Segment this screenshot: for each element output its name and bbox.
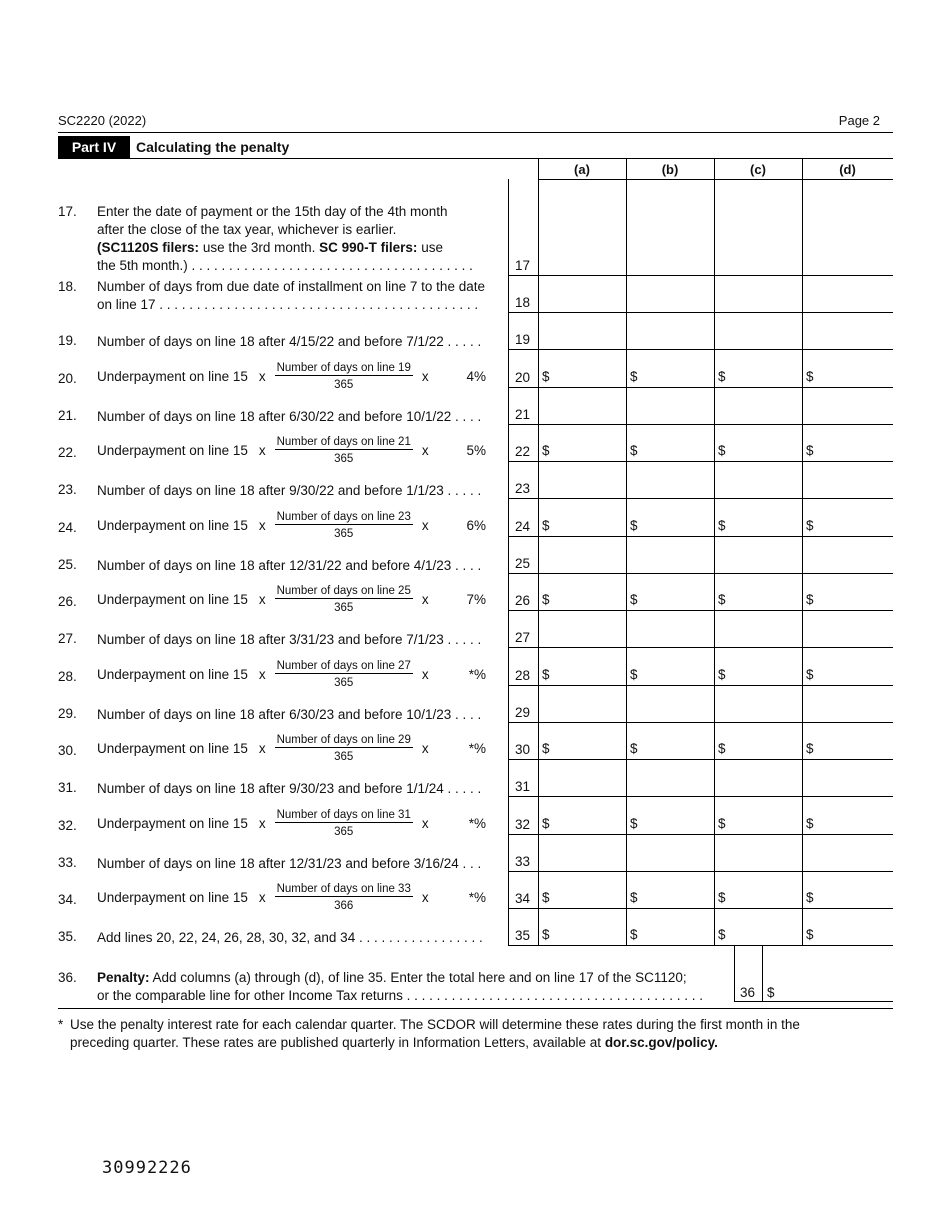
line-34-number: 34. [58, 892, 77, 907]
fraction-numerator: Number of days on line 31 [276, 809, 411, 821]
dollar-sign: $ [718, 369, 726, 384]
multiply-sign: x [258, 368, 266, 384]
linebox-left-rule [508, 179, 509, 946]
fraction-denominator: 365 [334, 677, 354, 689]
fraction-denominator: 365 [334, 453, 354, 465]
dollar-sign: $ [806, 518, 814, 533]
line-28-col-c-field[interactable] [716, 665, 800, 684]
line-21-number: 21. [58, 408, 77, 423]
formula-fraction [275, 584, 413, 615]
line-28-box-number: 28 [515, 668, 531, 683]
line-30-box-number: 30 [515, 742, 531, 757]
l31-bottom-rule [508, 796, 893, 797]
line-19-number: 19. [58, 333, 77, 348]
fraction-denominator: 366 [334, 900, 354, 912]
line-34-col-c-field[interactable] [716, 888, 800, 907]
line-31-number: 31. [58, 780, 77, 795]
line-30-col-d-field[interactable] [804, 739, 891, 758]
line-18-number: 18. [58, 279, 77, 294]
line-21-col-b-field[interactable] [628, 404, 712, 423]
line-34-col-d-field[interactable] [804, 888, 891, 907]
line-28-number: 28. [58, 669, 77, 684]
footnote-text2 [70, 1034, 893, 1052]
form-id: SC2220 (2022) [58, 113, 147, 128]
line-33-box-number: 33 [515, 854, 531, 869]
multiply-sign: x [258, 889, 266, 905]
fraction-denominator: 365 [334, 751, 354, 763]
line-27-col-d-field[interactable] [804, 627, 891, 646]
line-26-formula [97, 584, 497, 615]
line-30-col-a-field[interactable] [540, 739, 624, 758]
dollar-sign: $ [718, 741, 726, 756]
column-rule-2 [714, 159, 715, 946]
line-34-col-a-field[interactable] [540, 888, 624, 907]
dollar-sign: $ [806, 741, 814, 756]
line-28-formula [97, 659, 497, 690]
line-27-description: Number of days on line 18 after 3/31/23 and before 7/1/23 . . . . . [97, 632, 482, 647]
line-36-dollar: $ [767, 985, 775, 1000]
line-19-col-d-field[interactable] [804, 329, 891, 348]
line-28-col-a-field[interactable] [540, 665, 624, 684]
line-33-description: Number of days on line 18 after 12/31/23 and before 3/16/24 . . . [97, 856, 482, 871]
formula-fraction [275, 435, 413, 466]
column-header-rule [538, 179, 893, 180]
line-27-col-b-field[interactable] [628, 627, 712, 646]
formula-fraction [275, 510, 413, 541]
line-36-box-mid-rule [762, 946, 763, 1002]
line-29-col-b-field[interactable] [628, 702, 712, 721]
line-25-box-number: 25 [515, 556, 531, 571]
formula-prefix: Underpayment on line 15 [97, 591, 248, 607]
multiply-sign: x [258, 517, 266, 533]
column-header-a: (a) [574, 162, 590, 177]
l24-bottom-rule [508, 536, 893, 537]
formula-prefix: Underpayment on line 15 [97, 442, 248, 458]
page-number: Page 2 [838, 113, 880, 128]
multiply-sign: x [421, 591, 429, 607]
line-17-col-d-field[interactable] [804, 255, 891, 274]
line-36-bold: Penalty: [97, 970, 150, 985]
dollar-sign: $ [542, 443, 550, 458]
line-24-col-c-field[interactable] [716, 516, 800, 535]
interest-rate: 7% [466, 591, 486, 607]
line-21-description: Number of days on line 18 after 6/30/22 and before 10/1/22 . . . . [97, 409, 482, 424]
line-23-col-d-field[interactable] [804, 478, 891, 497]
footnote-rule [58, 1008, 893, 1009]
footnote-text2-span: preceding quarter. These rates are published quarterly in Information Letters, available at [70, 1035, 605, 1050]
line-20-col-a-field[interactable] [540, 367, 624, 386]
line-29-col-c-field[interactable] [716, 702, 800, 721]
dollar-sign: $ [542, 667, 550, 682]
l26-bottom-rule [508, 610, 893, 611]
dollar-sign: $ [718, 592, 726, 607]
formula-fraction [275, 659, 413, 690]
multiply-sign: x [421, 889, 429, 905]
line-36-text1 [97, 969, 727, 987]
line-29-number: 29. [58, 706, 77, 721]
column-rule-3 [802, 159, 803, 946]
line-18-text2: on line 17 . . . . . . . . . . . . . . . . . . . . . . . . . . . . . . . . . . . . . . . . . . . [97, 297, 479, 312]
line-36-description [97, 969, 727, 1005]
line-21-box-number: 21 [515, 407, 531, 422]
line-27-number: 27. [58, 631, 77, 646]
line-30-formula [97, 733, 497, 764]
dollar-sign: $ [718, 518, 726, 533]
l20-bottom-rule [508, 387, 893, 388]
formula-fraction [275, 361, 413, 392]
line-20-col-c-field[interactable] [716, 367, 800, 386]
line-19-col-b-field[interactable] [628, 329, 712, 348]
fraction-denominator: 365 [334, 379, 354, 391]
line-35-number: 35. [58, 929, 77, 944]
line-31-description: Number of days on line 18 after 9/30/23 and before 1/1/24 . . . . . [97, 781, 482, 796]
line-17-col-a-field[interactable] [540, 255, 624, 274]
line-24-formula [97, 510, 497, 541]
line-35-col-d-field[interactable] [804, 925, 891, 944]
line-31-box-number: 31 [515, 779, 531, 794]
line-32-col-d-field[interactable] [804, 814, 891, 833]
line-17-text3 [97, 239, 495, 257]
dollar-sign: $ [630, 890, 638, 905]
line-22-col-b-field[interactable] [628, 441, 712, 460]
fraction-denominator: 365 [334, 528, 354, 540]
dollar-sign: $ [718, 443, 726, 458]
dollar-sign: $ [542, 927, 550, 942]
line-17-number: 17. [58, 204, 77, 219]
line-27-col-a-field[interactable] [540, 627, 624, 646]
interest-rate: *% [468, 889, 486, 905]
line-29-description: Number of days on line 18 after 6/30/23 and before 10/1/23 . . . . [97, 707, 482, 722]
fraction-numerator: Number of days on line 23 [276, 511, 411, 523]
line-33-number: 33. [58, 855, 77, 870]
part-label: Part IV [58, 136, 130, 158]
line-26-col-c-field[interactable] [716, 590, 800, 609]
l18-bottom-rule [508, 312, 893, 313]
line-35-col-b-field[interactable] [628, 925, 712, 944]
fraction-denominator: 365 [334, 826, 354, 838]
line-23-number: 23. [58, 482, 77, 497]
multiply-sign: x [421, 442, 429, 458]
line-33-col-a-field[interactable] [540, 851, 624, 870]
line-22-box-number: 22 [515, 444, 531, 459]
line-36-bottom-rule [734, 1001, 893, 1002]
line-35-box-number: 35 [515, 928, 531, 943]
interest-rate: 5% [466, 442, 486, 458]
dollar-sign: $ [718, 890, 726, 905]
fraction-numerator: Number of days on line 29 [276, 734, 411, 746]
line-18-col-a-field[interactable] [540, 292, 624, 311]
line-32-col-b-field[interactable] [628, 814, 712, 833]
l22-bottom-rule [508, 461, 893, 462]
dollar-sign: $ [718, 816, 726, 831]
dollar-sign: $ [806, 816, 814, 831]
line-26-col-b-field[interactable] [628, 590, 712, 609]
l34-bottom-rule [508, 908, 893, 909]
formula-fraction [275, 733, 413, 764]
line-27-box-number: 27 [515, 630, 531, 645]
line-32-number: 32. [58, 818, 77, 833]
header-rule [58, 132, 893, 133]
multiply-sign: x [258, 740, 266, 756]
multiply-sign: x [421, 666, 429, 682]
line-22-number: 22. [58, 445, 77, 460]
dollar-sign: $ [542, 741, 550, 756]
dollar-sign: $ [806, 667, 814, 682]
l25-bottom-rule [508, 573, 893, 574]
line-17-text2: after the close of the tax year, whichever is earlier. [97, 222, 397, 237]
formula-prefix: Underpayment on line 15 [97, 889, 248, 905]
formula-fraction [275, 882, 413, 913]
dollar-sign: $ [718, 667, 726, 682]
multiply-sign: x [258, 591, 266, 607]
column-header-c: (c) [750, 162, 766, 177]
dollar-sign: $ [630, 443, 638, 458]
line-25-col-a-field[interactable] [540, 553, 624, 572]
dollar-sign: $ [542, 592, 550, 607]
multiply-sign: x [421, 740, 429, 756]
line-18-col-d-field[interactable] [804, 292, 891, 311]
line-24-col-b-field[interactable] [628, 516, 712, 535]
line-36-box-number: 36 [740, 985, 756, 1000]
line-26-number: 26. [58, 594, 77, 609]
dollar-sign: $ [806, 890, 814, 905]
line-25-col-d-field[interactable] [804, 553, 891, 572]
l30-bottom-rule [508, 759, 893, 760]
multiply-sign: x [258, 666, 266, 682]
line-23-box-number: 23 [515, 481, 531, 496]
line-31-col-c-field[interactable] [716, 776, 800, 795]
line-29-col-d-field[interactable] [804, 702, 891, 721]
multiply-sign: x [421, 517, 429, 533]
dollar-sign: $ [630, 369, 638, 384]
dollar-sign: $ [806, 443, 814, 458]
line-24-col-a-field[interactable] [540, 516, 624, 535]
line-25-col-c-field[interactable] [716, 553, 800, 572]
fraction-numerator: Number of days on line 27 [276, 660, 411, 672]
dollar-sign: $ [718, 927, 726, 942]
dollar-sign: $ [630, 518, 638, 533]
l32-bottom-rule [508, 834, 893, 835]
l29-bottom-rule [508, 722, 893, 723]
line-20-col-d-field[interactable] [804, 367, 891, 386]
line-22-col-d-field[interactable] [804, 441, 891, 460]
formula-prefix: Underpayment on line 15 [97, 740, 248, 756]
line-34-formula [97, 882, 497, 913]
dollar-sign: $ [806, 369, 814, 384]
dollar-sign: $ [630, 592, 638, 607]
footnote-text1: Use the penalty interest rate for each calendar quarter. The SCDOR will determine these rates during the first month in the [70, 1017, 800, 1032]
dollar-sign: $ [542, 816, 550, 831]
line-17-text4: the 5th month.) . . . . . . . . . . . . . . . . . . . . . . . . . . . . . . . . . . . . . . [97, 258, 473, 273]
column-header-b: (b) [661, 162, 679, 177]
line-17-box-number: 17 [515, 258, 531, 273]
line-19-col-a-field[interactable] [540, 329, 624, 348]
dollar-sign: $ [542, 518, 550, 533]
line-26-box-number: 26 [515, 593, 531, 608]
formula-fraction [275, 808, 413, 839]
column-rule-1 [626, 159, 627, 946]
part-title: Calculating the penalty [136, 139, 290, 155]
dollar-sign: $ [542, 369, 550, 384]
line-22-formula [97, 435, 497, 466]
line-32-formula [97, 808, 497, 839]
line-31-col-d-field[interactable] [804, 776, 891, 795]
line-18-description [97, 278, 495, 314]
line-28-col-d-field[interactable] [804, 665, 891, 684]
barcode-number: 30992226 [102, 1158, 192, 1178]
line-30-col-b-field[interactable] [628, 739, 712, 758]
line-24-number: 24. [58, 520, 77, 535]
line-21-col-d-field[interactable] [804, 404, 891, 423]
line-25-col-b-field[interactable] [628, 553, 712, 572]
line-36-text2: or the comparable line for other Income Tax returns . . . . . . . . . . . . . . . . . . . . . . . . . . . . . . . . . . . . . . . . [97, 988, 703, 1003]
line-36-box-left-rule [734, 946, 735, 1002]
line-25-number: 25. [58, 557, 77, 572]
footnote [58, 1016, 893, 1052]
line-32-col-c-field[interactable] [716, 814, 800, 833]
dollar-sign: $ [542, 890, 550, 905]
line-28-col-b-field[interactable] [628, 665, 712, 684]
line-31-col-a-field[interactable] [540, 776, 624, 795]
formula-prefix: Underpayment on line 15 [97, 815, 248, 831]
line-23-col-c-field[interactable] [716, 478, 800, 497]
dollar-sign: $ [630, 816, 638, 831]
line-22-col-c-field[interactable] [716, 441, 800, 460]
line-33-col-d-field[interactable] [804, 851, 891, 870]
line-20-col-b-field[interactable] [628, 367, 712, 386]
line-17-text1: Enter the date of payment or the 15th day of the 4th month [97, 204, 448, 219]
line-36-number: 36. [58, 970, 77, 985]
l23-bottom-rule [508, 498, 893, 499]
multiply-sign: x [258, 442, 266, 458]
line-36-total-field[interactable] [778, 985, 891, 1001]
line-18-col-b-field[interactable] [628, 292, 712, 311]
line-20-box-number: 20 [515, 370, 531, 385]
line-25-description: Number of days on line 18 after 12/31/22 and before 4/1/23 . . . . [97, 558, 482, 573]
dollar-sign: $ [630, 927, 638, 942]
line-23-description: Number of days on line 18 after 9/30/22 and before 1/1/23 . . . . . [97, 483, 482, 498]
l35-bottom-rule [508, 945, 893, 946]
line-27-col-c-field[interactable] [716, 627, 800, 646]
fraction-numerator: Number of days on line 33 [276, 883, 411, 895]
line-26-col-a-field[interactable] [540, 590, 624, 609]
line-17-bold1: (SC1120S filers: [97, 240, 200, 255]
line-30-number: 30. [58, 743, 77, 758]
interest-rate: 4% [466, 368, 486, 384]
dollar-sign: $ [806, 592, 814, 607]
fraction-numerator: Number of days on line 25 [276, 585, 411, 597]
line-19-description: Number of days on line 18 after 4/15/22 and before 7/1/22 . . . . . [97, 334, 482, 349]
line-22-col-a-field[interactable] [540, 441, 624, 460]
line-33-col-c-field[interactable] [716, 851, 800, 870]
multiply-sign: x [421, 815, 429, 831]
line-24-box-number: 24 [515, 519, 531, 534]
line-20-number: 20. [58, 371, 77, 386]
line-29-box-number: 29 [515, 705, 531, 720]
line-21-col-c-field[interactable] [716, 404, 800, 423]
multiply-sign: x [258, 815, 266, 831]
line-17-bold2: SC 990-T filers: [319, 240, 418, 255]
line-31-col-b-field[interactable] [628, 776, 712, 795]
line-17-text3a: use the 3rd month. [199, 240, 320, 255]
line-20-formula [97, 361, 497, 392]
line-17-col-c-field[interactable] [716, 255, 800, 274]
footnote-star: * [58, 1017, 64, 1032]
line-23-col-a-field[interactable] [540, 478, 624, 497]
line-18-text1: Number of days from due date of installment on line 7 to the date [97, 279, 485, 294]
interest-rate: *% [468, 666, 486, 682]
column-header-d: (d) [839, 162, 856, 177]
line-26-col-d-field[interactable] [804, 590, 891, 609]
line-35-description: Add lines 20, 22, 24, 26, 28, 30, 32, and 34 . . . . . . . . . . . . . . . . . [97, 930, 483, 945]
formula-prefix: Underpayment on line 15 [97, 517, 248, 533]
line-17-text3b: use [417, 240, 443, 255]
multiply-sign: x [421, 368, 429, 384]
line-35-col-c-field[interactable] [716, 925, 800, 944]
l21-bottom-rule [508, 424, 893, 425]
l19-bottom-rule [508, 349, 893, 350]
column-rule-0 [538, 159, 539, 946]
line-29-col-a-field[interactable] [540, 702, 624, 721]
fraction-denominator: 365 [334, 602, 354, 614]
line-17-col-b-field[interactable] [628, 255, 712, 274]
line-36-text1-span: Add columns (a) through (d), of line 35. Enter the total here and on line 17 of the SC1120; [149, 970, 687, 985]
fraction-numerator: Number of days on line 21 [276, 436, 411, 448]
dollar-sign: $ [630, 741, 638, 756]
line-34-col-b-field[interactable] [628, 888, 712, 907]
interest-rate: *% [468, 815, 486, 831]
line-21-col-a-field[interactable] [540, 404, 624, 423]
line-19-col-c-field[interactable] [716, 329, 800, 348]
line-33-col-b-field[interactable] [628, 851, 712, 870]
footnote-link[interactable]: dor.sc.gov/policy. [604, 1035, 718, 1050]
line-18-col-c-field[interactable] [716, 292, 800, 311]
line-34-box-number: 34 [515, 891, 531, 906]
l28-bottom-rule [508, 685, 893, 686]
line-18-box-number: 18 [515, 295, 531, 310]
formula-prefix: Underpayment on line 15 [97, 666, 248, 682]
formula-prefix: Underpayment on line 15 [97, 368, 248, 384]
l33-bottom-rule [508, 871, 893, 872]
interest-rate: 6% [466, 517, 486, 533]
dollar-sign: $ [806, 927, 814, 942]
l17-bottom-rule [508, 275, 893, 276]
line-24-col-d-field[interactable] [804, 516, 891, 535]
line-32-box-number: 32 [515, 817, 531, 832]
line-17-description [97, 203, 495, 275]
line-30-col-c-field[interactable] [716, 739, 800, 758]
dollar-sign: $ [630, 667, 638, 682]
line-19-box-number: 19 [515, 332, 531, 347]
l27-bottom-rule [508, 647, 893, 648]
line-23-col-b-field[interactable] [628, 478, 712, 497]
interest-rate: *% [468, 740, 486, 756]
line-32-col-a-field[interactable] [540, 814, 624, 833]
line-35-col-a-field[interactable] [540, 925, 624, 944]
fraction-numerator: Number of days on line 19 [276, 362, 411, 374]
